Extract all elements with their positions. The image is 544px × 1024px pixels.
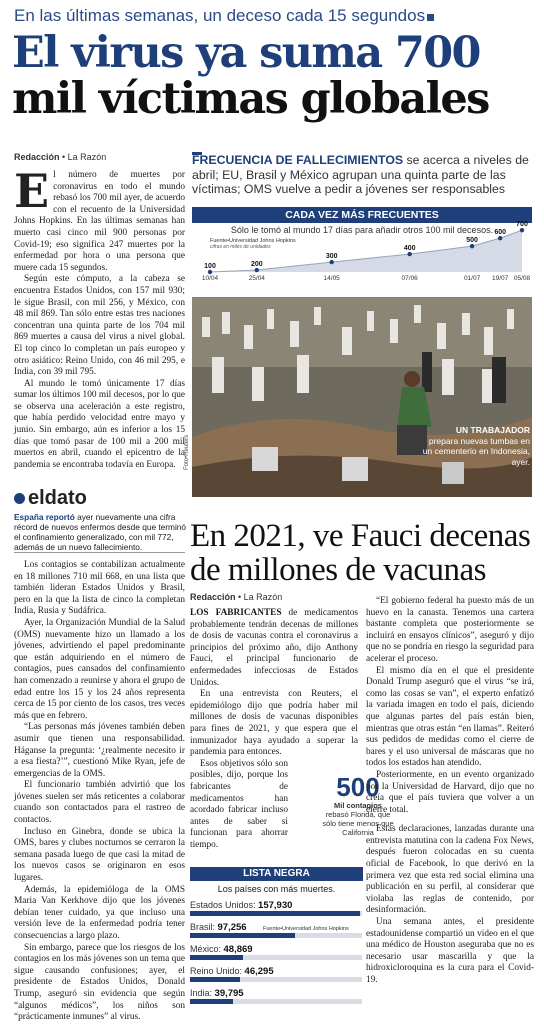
chart-tick-label: 05/08 <box>513 275 531 282</box>
chart-data-label: 200 <box>250 261 263 269</box>
chart-source: Fuente•Universidad Johns Hopkins <box>210 238 296 244</box>
chart-data-label: 300 <box>325 253 338 261</box>
chart-point <box>520 228 524 232</box>
paragraph: Incluso en Ginebra, donde se ubica la OMS, bares y clubes nocturnos se cerraron la semana pasada luego de que casi la mitad de los nuevos casos se originaron en esos lugares. <box>14 826 185 884</box>
chart-title: CADA VEZ MÁS FRECUENTES <box>192 207 532 223</box>
chart-point <box>407 252 411 256</box>
paragraph: “El gobierno federal ha puesto más de un huevo en la canasta. Tenemos una cartera bastante completa que posteriormente se incluirá en ensayos clínicos”, aseguró y dijo que no se pondría en riesgo la seguridad para acelerar el proceso. <box>366 596 534 664</box>
byline: Redacción • La Razón <box>14 152 107 162</box>
chart-data-label: 600 <box>494 229 507 237</box>
bar-fill <box>190 977 240 982</box>
chart-tick-label: 14/05 <box>323 275 340 282</box>
divider <box>14 552 185 553</box>
chart-point <box>498 236 502 240</box>
freq-summary: FRECUENCIA DE FALLECIMIENTOS se acerca a niveles de abril; EU, Brasil y México agrupan una quinta parte de las víctimas; OMS vuelve a pedir a jóvenes ser responsables <box>192 153 529 196</box>
chart-point <box>208 270 212 274</box>
chart-point <box>329 260 333 264</box>
paragraph: Los contagios se contabilizan actualmente en 18 millones 710 mil 668, en una lista que también lideran Estados Unidos y Brasil, pero en la que la lista de cinco la completan India, Rusia y Sudáfrica. <box>14 560 185 617</box>
bar-fill <box>190 955 243 960</box>
chart-data-label: 700 <box>516 221 528 229</box>
lista-negra-source: Fuente•Universidad Johns Hopkins <box>263 926 349 932</box>
chart-unit-note: cifras en miles de unidades <box>210 244 271 250</box>
el-dato-title: eldato <box>14 487 194 510</box>
lista-negra-title: LISTA NEGRA <box>190 867 363 881</box>
stat-text: Mil contagios rebasó Florida, que sólo tiene menos que California <box>322 801 394 837</box>
bar-row <box>190 944 363 966</box>
bar-fill <box>190 911 360 916</box>
square-bullet-icon <box>427 14 434 21</box>
paragraph: Esos objetivos sólo son posibles, dijo, porque los fabricantes de medicamentos han acordado fabricar incluso antes de saber si funcionan para ahorrar tiempo. <box>190 758 288 850</box>
paragraph: Sin embargo, parece que los riesgos de los contagios en los más jóvenes son un tema que sigue causando confusiones; ayer, el presidente de Estados Unidos, Donald Trump, aseguró sin evidencia que según “algunos médicos”, los niños son “prácticamente inmunes” al virus. <box>14 942 185 1023</box>
bar-label: Reino Unido: 46,295 <box>190 966 274 977</box>
bar-fill <box>190 999 233 1004</box>
bar-label: Estados Unidos: 157,930 <box>190 900 293 911</box>
bar-row <box>190 966 363 988</box>
lista-negra-subtitle: Los países con más muertes. <box>217 884 336 894</box>
article-2-headline: En 2021, ve Fauci decenas de millones de vacunas <box>190 518 531 588</box>
kicker: En las últimas semanas, un deceso cada 15 segundos <box>14 6 434 26</box>
chart-subtitle: Sólo le tomó al mundo 17 días para añadir otros 100 mil decesos. <box>230 225 494 235</box>
paragraph: Además, la epidemióloga de la OMS Maria Van Kerkhove dijo que los jóvenes debían tener cuidado, ya que incluso una versión leve de la enfermedad podría tener consecuencias a largo plazo. <box>14 884 185 941</box>
byline-outlet: La Razón <box>67 152 107 162</box>
headline-line-1: El virus ya suma 700 <box>12 28 480 78</box>
article-column-1 <box>14 164 185 471</box>
chart-tick-label: 01/07 <box>463 275 481 282</box>
stat-number: 500 <box>336 772 380 802</box>
paragraph: Posteriormente, en un evento organizado por la Universidad de Harvard, dijo que no creía que el país tuviera que volver a un cierre total. <box>366 769 534 815</box>
paragraph: LOS FABRICANTES de medicamentos probablemente tendrán decenas de millones de dosis de vacunas contra el coronavirus a principios del próximo año, dijo Anthony Fauci, el principal funcionario de enfermedades infecciosas de Estados Unidos. <box>190 608 358 688</box>
chart-tick-label: 19/07 <box>492 275 509 282</box>
paragraph: Ayer, la Organización Mundial de la Salud (OMS) nuevamente hizo un llamado a los jóvenes, advirtiendo el papel predominante que están adquiriendo en el número de contagios, pues cansados del confinamiento han comenzado a reunirse y ahora el grupo de edad entre los 15 y los 24 años representa cerca de 15 por ciento de los casos, tres veces más que en febrero. <box>14 617 185 721</box>
byline-author: Redacción <box>14 152 60 162</box>
paragraph: El funcionario también advirtió que los jóvenes suelen ser más reticentes a colaborar cuando son contactados para el rastreo de contactos. <box>14 780 185 826</box>
paragraph: “Las personas más jóvenes también deben asumir que tienen una responsabilidad. Háganse la pregunta: ‘¿realmente necesito ir a esa fiesta?’”, cuestionó Mike Ryan, jefe de emergencias de la OMS. <box>14 722 185 779</box>
paragraph: Según este cómputo, a la cabeza se encuentra Estados Unidos, con 157 mil 930; le sigue Brasil, con mil 256, y México, con 48 mil 869. Tan sólo entre estas tres naciones concentran una quinta parte de los 704 mil 869 muertes a causa del virus a nivel global. El top cinco lo completan un país europeo y otro asiático: Reino Unido, con 46 mil 295, e India, con 39 mil 795. <box>14 274 185 378</box>
article-2-byline: Redacción • La Razón <box>190 592 283 602</box>
chart-point <box>255 268 259 272</box>
photo-caption: UN TRABAJADOR prepara nuevas tumbas en un cementerio en Indonesia, ayer. <box>422 425 530 467</box>
chart-data-label: 500 <box>466 237 478 245</box>
cemetery-photo <box>192 297 532 497</box>
bar-label: India: 39,795 <box>190 988 244 999</box>
chart-tick-label: 07/06 <box>401 275 418 282</box>
dropcap: E <box>14 164 50 218</box>
bar-row <box>190 900 363 922</box>
bar-fill <box>190 933 295 938</box>
bar-row <box>190 988 363 1010</box>
article-2-column-2 <box>366 596 534 987</box>
article-column-1b <box>14 560 185 1024</box>
dot-icon <box>14 493 25 504</box>
paragraph: En una entrevista con Reuters, el epidemiólogo dijo que podría haber mil millones de dosis de vacunas disponibles para fines de 2021, y que espera que el inmunizador haya ayudado a superar la pandemia para entonces. <box>190 689 358 758</box>
bar-label: Brasil: 97,256 <box>190 922 247 933</box>
headline <box>12 30 537 122</box>
bar-label: México: 48,869 <box>190 944 253 955</box>
el-dato-text: España reportó ayer nuevamente una cifra récord de nuevos enfermos desde que terminó el confinamiento generalizado, con mil 772, además de un nuevo fallecimiento. <box>14 512 187 552</box>
el-dato-box <box>14 487 194 552</box>
paragraph: Una semana antes, el presidente estadounidense compartió un video en el que una médico de Houston aseguraba que no es necesario usar mascarilla y que la hidroxicloroquina es la cura para el Covid-19. <box>366 917 534 985</box>
chart-tick-label: 25/04 <box>248 275 265 282</box>
paragraph: El mismo día en el que el presidente Donald Trump aseguró que el virus “se irá, como las cosas se van”, el experto enfatizó la variada imagen en todo el país, diciendo que algunas partes del país están bien, mientras que otras están “en llamas”. Reiteró sus pedidos de medidas como el cierre de bares y el uso universal de máscaras que no todos los estados han atendido. <box>366 665 534 769</box>
paragraph: Estas declaraciones, lanzadas durante una entrevista matutina con la cadena Fox News, después fueron colocadas en su cuenta oficial de Facebook, lo que derivó en la primera vez que esta red social elimina una publicación en su perfil, al considerar que violaba las reglas de contenido, por desinformación. <box>366 824 534 916</box>
paragraph: l número de muertes por coronavirus en todo el mundo rebasó los 700 mil ayer, de acuerdo con el recuento de la Universidad Johns Hopkins. En las últimas semanas han muerto casi cinco mil 900 personas por Covid-19; eso significa 247 muertes por la enfermedad por hora o una persona que muere cada 15 segundos. <box>14 170 185 273</box>
headline-line-2: mil víctimas globales <box>12 74 489 124</box>
chart-data-label: 100 <box>204 263 216 270</box>
lista-negra-bars <box>190 900 363 1010</box>
chart-point <box>470 244 474 248</box>
photo-illustration <box>192 297 532 497</box>
chart-data-label: 400 <box>403 245 416 253</box>
chart-tick-label: 10/04 <box>201 275 219 282</box>
photo-credit: Foto•Reuters <box>184 434 190 470</box>
paragraph: Al mundo le tomó únicamente 17 días sumar los últimos 100 mil decesos, por lo que se observa una aceleración a este registro, que había perdido velocidad entre mayo y junio. Sin embargo, aún es inferior a los 15 días que tomó pasar de 100 mil a 200 mil muertos en abril, cuando el epicentro de la pandemia se encontraba todavía en Europa. <box>14 378 185 470</box>
